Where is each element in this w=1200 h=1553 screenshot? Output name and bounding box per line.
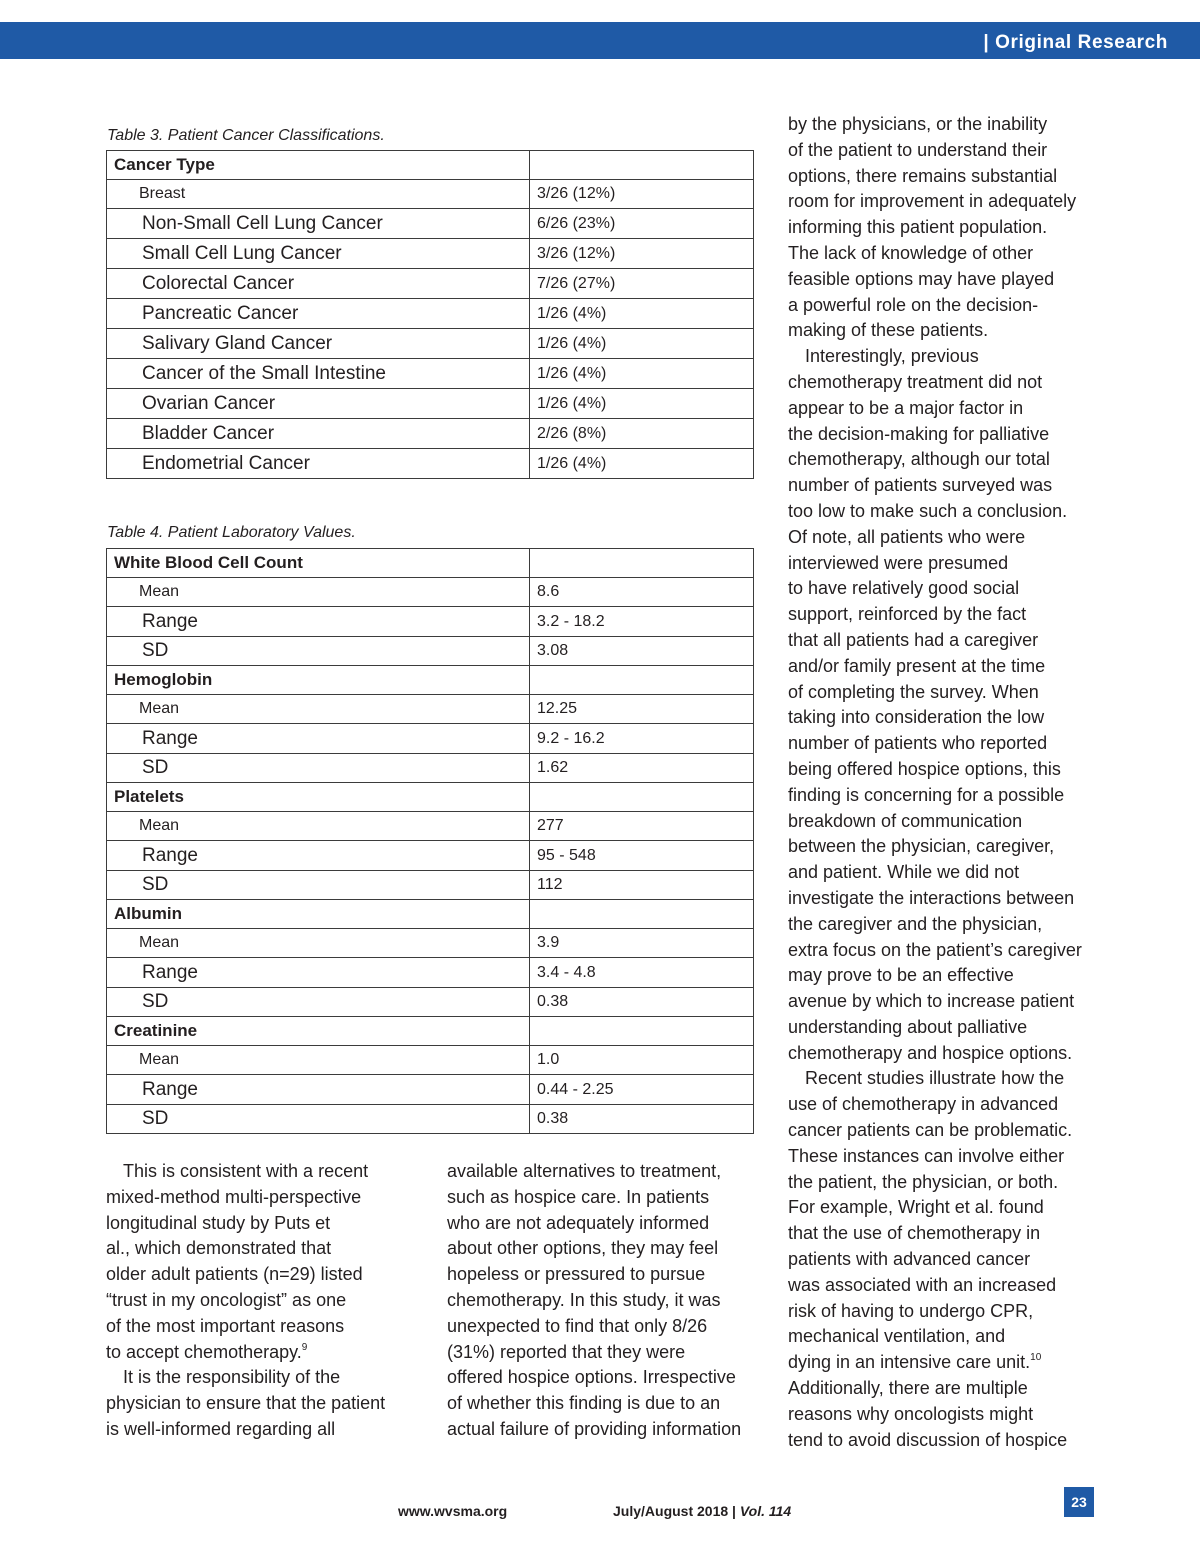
lab-stat-label: Range <box>107 724 530 754</box>
lab-stat-value: 112 <box>530 871 754 900</box>
body-line: offered hospice options. Irrespective <box>447 1367 736 1388</box>
body-line: physician to ensure that the patient <box>106 1393 386 1414</box>
lab-group-heading: Creatinine <box>107 1017 530 1046</box>
body-line: the patient, the physician, or both. <box>788 1171 1059 1192</box>
table-row <box>107 900 754 929</box>
body-line: This is consistent with a recent <box>123 1161 369 1181</box>
lab-stat-value: 12.25 <box>530 695 754 724</box>
lab-stat-value: 3.4 - 4.8 <box>530 958 754 988</box>
lab-stat-value: 277 <box>530 812 754 841</box>
body-line: Of note, all patients who were <box>788 526 1026 547</box>
body-line: of the patient to understand their <box>788 139 1048 160</box>
body-line: between the physician, caregiver, <box>788 836 1055 857</box>
table-row <box>107 299 754 329</box>
table3-heading: Cancer Type <box>107 151 530 180</box>
footer-issue-date: July/August 2018 | <box>613 1503 740 1519</box>
cancer-type-value: 1/26 (4%) <box>530 299 754 329</box>
body-column-3 <box>788 112 1082 1453</box>
body-line: feasible options may have played <box>788 268 1055 289</box>
table-row <box>107 929 754 958</box>
footer-issue <box>613 1503 791 1519</box>
table-row <box>107 209 754 239</box>
body-line: avenue by which to increase patient <box>788 991 1075 1012</box>
body-line: older adult patients (n=29) listed <box>106 1264 363 1285</box>
lab-stat-value: 3.08 <box>530 637 754 666</box>
table-row <box>107 1046 754 1075</box>
body-line: informing this patient population. <box>788 217 1048 238</box>
cancer-type-value: 2/26 (8%) <box>530 419 754 449</box>
table-row <box>107 695 754 724</box>
lab-stat-label: Range <box>107 958 530 988</box>
body-line: such as hospice care. In patients <box>447 1186 710 1207</box>
table-row <box>107 1105 754 1134</box>
table3-cancer-classifications <box>106 150 754 479</box>
body-line: al., which demonstrated that <box>106 1238 332 1259</box>
cancer-type-value: 6/26 (23%) <box>530 209 754 239</box>
body-line: number of patients who reported <box>788 733 1048 754</box>
lab-group-heading: Platelets <box>107 783 530 812</box>
cancer-type-value: 3/26 (12%) <box>530 239 754 269</box>
reference-10: 10 <box>1030 1352 1042 1364</box>
body-line: hopeless or pressured to pursue <box>447 1264 706 1285</box>
lab-stat-label: Range <box>107 841 530 871</box>
lab-group-heading: White Blood Cell Count <box>107 549 530 578</box>
body-line: chemotherapy and hospice options. <box>788 1042 1073 1063</box>
body-line: and patient. While we did not <box>788 862 1020 883</box>
body-line: (31%) reported that they were <box>447 1341 686 1362</box>
cancer-type-label: Ovarian Cancer <box>107 389 530 419</box>
body-line: making of these patients. <box>788 320 989 341</box>
cancer-type-label: Salivary Gland Cancer <box>107 329 530 359</box>
table-row <box>107 958 754 988</box>
table-row <box>107 666 754 695</box>
table-row <box>107 549 754 578</box>
lab-stat-value: 0.44 - 2.25 <box>530 1075 754 1105</box>
lab-stat-label: SD <box>107 1105 530 1134</box>
body-line: may prove to be an effective <box>788 965 1014 986</box>
body-line: chemotherapy. In this study, it was <box>447 1289 721 1310</box>
body-line: “trust in my oncologist” as one <box>106 1289 347 1310</box>
body-line: being offered hospice options, this <box>788 758 1061 779</box>
lab-stat-label: Mean <box>107 578 530 607</box>
lab-stat-label: Range <box>107 607 530 637</box>
table4-caption: Table 4. Patient Laboratory Values. <box>107 524 356 541</box>
lab-stat-value: 3.9 <box>530 929 754 958</box>
body-line: Additionally, there are multiple <box>788 1378 1028 1399</box>
table-row <box>107 988 754 1017</box>
body-line: is well-informed regarding all <box>106 1418 336 1439</box>
body-line: understanding about palliative <box>788 1016 1028 1037</box>
reference-9: 9 <box>301 1341 308 1353</box>
table-row <box>107 637 754 666</box>
body-line: by the physicians, or the inability <box>788 114 1048 134</box>
body-line: finding is concerning for a possible <box>788 784 1065 805</box>
table-cell-empty <box>530 900 754 929</box>
lab-group-heading: Hemoglobin <box>107 666 530 695</box>
body-line: The lack of knowledge of other <box>788 242 1034 263</box>
lab-stat-label: SD <box>107 988 530 1017</box>
body-line: the decision-making for palliative <box>788 423 1050 444</box>
cancer-type-label: Endometrial Cancer <box>107 449 530 479</box>
body-line: of the most important reasons <box>106 1315 345 1336</box>
body-line: chemotherapy treatment did not <box>788 371 1043 392</box>
cancer-type-label: Breast <box>107 180 530 209</box>
body-line: use of chemotherapy in advanced <box>788 1094 1059 1115</box>
body-line <box>106 1340 385 1366</box>
table-row <box>107 754 754 783</box>
cancer-type-value: 7/26 (27%) <box>530 269 754 299</box>
body-line-text: to accept chemotherapy. <box>106 1341 302 1362</box>
body-line: unexpected to find that only 8/26 <box>447 1315 708 1336</box>
cancer-type-label: Pancreatic Cancer <box>107 299 530 329</box>
lab-stat-value: 0.38 <box>530 988 754 1017</box>
cancer-type-value: 1/26 (4%) <box>530 449 754 479</box>
table-cell-empty <box>530 549 754 578</box>
body-line: the caregiver and the physician, <box>788 913 1043 934</box>
page-number: 23 <box>1064 1487 1094 1517</box>
table-row <box>107 783 754 812</box>
body-line: appear to be a major factor in <box>788 397 1024 418</box>
body-line-text: dying in an intensive care unit. <box>788 1352 1031 1373</box>
table-row <box>107 359 754 389</box>
body-line: who are not adequately informed <box>447 1212 710 1233</box>
body-line: taking into consideration the low <box>788 707 1045 728</box>
section-label: | Original Research <box>983 32 1168 53</box>
body-line: longitudinal study by Puts et <box>106 1212 331 1233</box>
table-row <box>107 419 754 449</box>
cancer-type-label: Cancer of the Small Intestine <box>107 359 530 389</box>
body-line: Recent studies illustrate how the <box>805 1068 1065 1089</box>
footer-website[interactable]: www.wvsma.org <box>398 1503 508 1519</box>
table-row <box>107 871 754 900</box>
body-line: about other options, they may feel <box>447 1238 719 1259</box>
lab-stat-label: Mean <box>107 929 530 958</box>
lab-stat-value: 1.62 <box>530 754 754 783</box>
table-row <box>107 269 754 299</box>
body-line: too low to make such a conclusion. <box>788 500 1068 521</box>
cancer-type-value: 3/26 (12%) <box>530 180 754 209</box>
cancer-type-value: 1/26 (4%) <box>530 359 754 389</box>
body-line: chemotherapy, although our total <box>788 449 1050 470</box>
lab-stat-value: 9.2 - 16.2 <box>530 724 754 754</box>
table-row <box>107 151 754 180</box>
lab-stat-label: SD <box>107 754 530 783</box>
cancer-type-label: Colorectal Cancer <box>107 269 530 299</box>
body-line: investigate the interactions between <box>788 887 1075 908</box>
table-cell-empty <box>530 1017 754 1046</box>
lab-stat-value: 0.38 <box>530 1105 754 1134</box>
body-line: and/or family present at the time <box>788 655 1046 676</box>
body-line: available alternatives to treatment, <box>447 1161 722 1181</box>
header-band <box>0 22 1200 59</box>
body-line: risk of having to undergo CPR, <box>788 1300 1034 1321</box>
table-cell-empty <box>530 666 754 695</box>
body-line: of whether this finding is due to an <box>447 1393 721 1414</box>
table-cell-empty <box>530 783 754 812</box>
body-line: actual failure of providing information <box>447 1418 742 1439</box>
cancer-type-label: Non-Small Cell Lung Cancer <box>107 209 530 239</box>
body-line: to have relatively good social <box>788 578 1020 599</box>
body-line: interviewed were presumed <box>788 552 1009 573</box>
lab-group-heading: Albumin <box>107 900 530 929</box>
lab-stat-value: 95 - 548 <box>530 841 754 871</box>
footer-volume: Vol. 114 <box>739 1503 792 1519</box>
body-line: mechanical ventilation, and <box>788 1326 1006 1347</box>
table4-laboratory-values <box>106 548 754 1134</box>
body-line: room for improvement in adequately <box>788 191 1077 212</box>
table-row <box>107 329 754 359</box>
body-line: These instances can involve either <box>788 1145 1065 1166</box>
table-row <box>107 578 754 607</box>
table-row <box>107 1017 754 1046</box>
lab-stat-label: SD <box>107 637 530 666</box>
table-row <box>107 389 754 419</box>
body-line: It is the responsibility of the <box>123 1367 341 1388</box>
lab-stat-label: SD <box>107 871 530 900</box>
body-line: breakdown of communication <box>788 810 1023 831</box>
body-line: Interestingly, previous <box>805 346 979 367</box>
table-row <box>107 239 754 269</box>
body-line: support, reinforced by the fact <box>788 604 1027 625</box>
body-line: of completing the survey. When <box>788 681 1039 702</box>
body-line: For example, Wright et al. found <box>788 1197 1044 1218</box>
table3-caption: Table 3. Patient Cancer Classifications. <box>107 127 385 144</box>
body-line: extra focus on the patient’s caregiver <box>788 939 1082 960</box>
table-row <box>107 724 754 754</box>
lab-stat-label: Mean <box>107 695 530 724</box>
body-line: number of patients surveyed was <box>788 475 1053 496</box>
table-row <box>107 180 754 209</box>
lab-stat-label: Mean <box>107 812 530 841</box>
body-line: reasons why oncologists might <box>788 1403 1034 1424</box>
lab-stat-label: Mean <box>107 1046 530 1075</box>
table-row <box>107 812 754 841</box>
table-row <box>107 841 754 871</box>
body-line: a powerful role on the decision- <box>788 294 1039 315</box>
body-line: that the use of chemotherapy in <box>788 1223 1041 1244</box>
body-line <box>788 1350 1082 1376</box>
body-line: tend to avoid discussion of hospice <box>788 1429 1068 1450</box>
lab-stat-value: 3.2 - 18.2 <box>530 607 754 637</box>
body-line: cancer patients can be problematic. <box>788 1120 1073 1141</box>
table-row <box>107 449 754 479</box>
body-line: mixed-method multi-perspective <box>106 1186 362 1207</box>
body-column-2 <box>447 1159 741 1443</box>
cancer-type-value: 1/26 (4%) <box>530 389 754 419</box>
lab-stat-value: 8.6 <box>530 578 754 607</box>
cancer-type-value: 1/26 (4%) <box>530 329 754 359</box>
body-column-1 <box>106 1159 385 1443</box>
body-line: was associated with an increased <box>788 1274 1057 1295</box>
lab-stat-label: Range <box>107 1075 530 1105</box>
body-line: that all patients had a caregiver <box>788 629 1039 650</box>
body-line: patients with advanced cancer <box>788 1249 1031 1270</box>
cancer-type-label: Small Cell Lung Cancer <box>107 239 530 269</box>
table-row <box>107 1075 754 1105</box>
table-row <box>107 607 754 637</box>
body-line: options, there remains substantial <box>788 165 1058 186</box>
cancer-type-label: Bladder Cancer <box>107 419 530 449</box>
table-cell-empty <box>530 151 754 180</box>
lab-stat-value: 1.0 <box>530 1046 754 1075</box>
